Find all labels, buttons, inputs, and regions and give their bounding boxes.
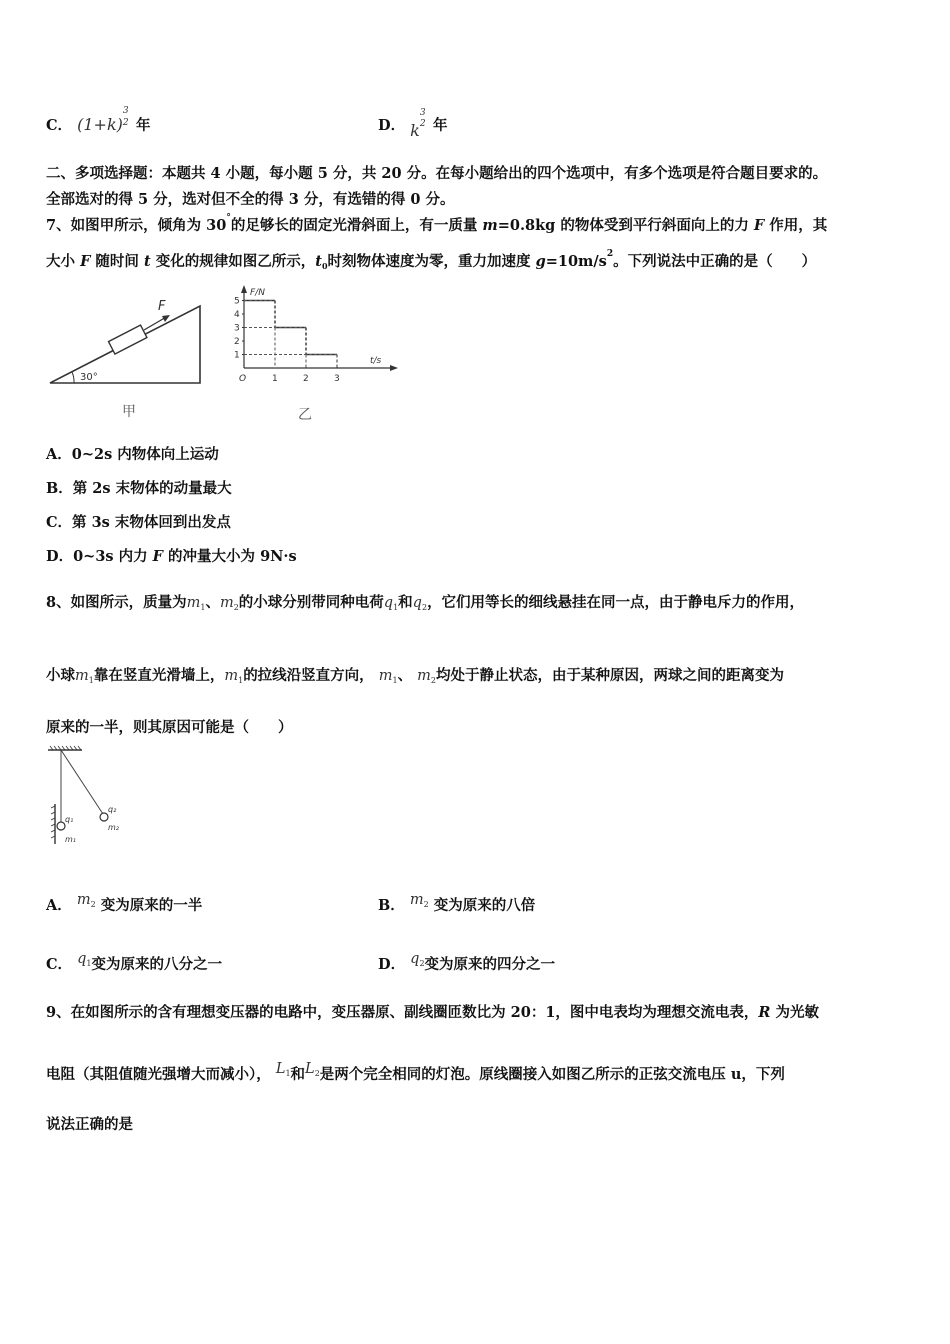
text: 随时间 xyxy=(90,253,144,270)
sym: q xyxy=(410,951,420,967)
math-expr xyxy=(410,108,433,140)
block-icon xyxy=(109,325,147,354)
label-m2: m₂ xyxy=(108,823,119,832)
q9-stem-line2 xyxy=(46,1063,785,1084)
q7-option-a: A．0~2s 内物体向上运动 xyxy=(46,446,219,463)
subscript: 1 xyxy=(393,603,399,612)
text: 的足够长的固定光滑斜面上，有一质量 xyxy=(230,217,483,234)
q7-option-c: C．第 3s 末物体回到出发点 xyxy=(46,514,231,531)
text: 小球 xyxy=(46,667,75,684)
expr-base: k xyxy=(410,121,420,140)
text: 和 xyxy=(398,594,413,611)
unit: 年 xyxy=(135,117,151,134)
x-axis-arrow-icon xyxy=(390,365,398,371)
sym: m xyxy=(75,668,89,684)
text: 的小球分别带同种电荷 xyxy=(238,594,384,611)
y-tick-label: 5 xyxy=(234,296,240,307)
option-label: C． xyxy=(46,956,73,973)
force-label: F xyxy=(158,299,166,314)
angle-label: 30° xyxy=(80,372,98,383)
ball-m1 xyxy=(57,822,65,830)
q9-stem-line1 xyxy=(46,1001,819,1022)
text: 、 xyxy=(205,594,220,611)
var-R: R xyxy=(758,1004,771,1021)
subscript: 1 xyxy=(285,1069,291,1078)
subscript: 2 xyxy=(314,1069,320,1078)
subscript: 2 xyxy=(90,900,96,909)
var-t: t xyxy=(143,253,151,270)
subscript: 2 xyxy=(233,603,239,612)
sym: m xyxy=(417,668,431,684)
q8-stem-line3: 原来的一半，则其原因可能是（ ） xyxy=(46,719,293,736)
var-q1 xyxy=(384,595,398,611)
exp-num: 3 xyxy=(419,108,426,118)
var-L2 xyxy=(305,1061,320,1077)
var-F: F xyxy=(80,253,91,270)
q6-option-d xyxy=(378,108,448,140)
text: 的拉线沿竖直方向， xyxy=(243,667,374,684)
q7-option-b: B．第 2s 末物体的动量最大 xyxy=(46,480,232,497)
chart-marks xyxy=(244,301,337,369)
label-q2: q₂ xyxy=(108,805,117,814)
exp-num: 3 xyxy=(122,106,129,116)
var-q2 xyxy=(410,951,424,967)
degree: ° xyxy=(226,213,231,223)
unit: 年 xyxy=(432,117,448,134)
q7-stem-line1 xyxy=(46,213,827,235)
var-m1 xyxy=(75,668,94,684)
text: 变化的规律如图乙所示， xyxy=(150,253,316,270)
text: =0.8kg 的物体受到平行斜面向上的力 xyxy=(497,217,754,234)
sym: m xyxy=(76,892,91,908)
q8-option-d xyxy=(378,953,555,974)
subscript: 0 xyxy=(321,261,328,271)
y-tick-label: 3 xyxy=(234,323,240,334)
option-text: 变为原来的一半 xyxy=(100,897,203,914)
text: 的冲量大小为 9N·s xyxy=(162,548,297,565)
text: 。下列说法中正确的是（ ） xyxy=(613,253,817,270)
var-m2 xyxy=(77,892,96,908)
text: 大小 xyxy=(46,253,81,270)
text: 7、如图甲所示，倾角为 30 xyxy=(46,217,227,234)
subscript: 2 xyxy=(423,900,429,909)
sym: m xyxy=(224,668,239,684)
text: 作用，其 xyxy=(764,217,828,234)
y-tick-label: 4 xyxy=(234,310,240,320)
exponent xyxy=(122,106,131,130)
option-text: 变为原来的八分之一 xyxy=(91,956,222,973)
chart-labels xyxy=(234,288,382,423)
text: 8、如图所示，质量为 xyxy=(46,594,187,611)
text: 电阻（其阻值随光强增大而减小）， xyxy=(46,1066,271,1083)
option-label: A． xyxy=(46,897,72,914)
subscript: 2 xyxy=(419,959,425,968)
subscript: 1 xyxy=(238,676,244,685)
text: 和 xyxy=(290,1066,306,1083)
x-tick-label: 1 xyxy=(272,374,278,384)
text: 靠在竖直光滑墙上， xyxy=(93,667,225,684)
sym: m xyxy=(186,595,201,611)
sym: q xyxy=(412,595,422,611)
figure-pendulum xyxy=(44,744,134,848)
sym: m xyxy=(219,595,234,611)
var-m1 xyxy=(379,668,398,684)
subscript: 2 xyxy=(430,676,436,685)
sym: L xyxy=(305,1061,315,1077)
text: 时刻物体速度为零，重力加速度 xyxy=(327,253,536,270)
y-tick-label: 2 xyxy=(234,337,240,347)
q7-option-d xyxy=(46,545,297,566)
var-F: F xyxy=(753,217,765,234)
var-q1 xyxy=(77,951,91,967)
var-F: F xyxy=(152,548,163,565)
var-m1 xyxy=(224,668,243,684)
x-axis-label: t/s xyxy=(370,356,382,366)
text: 是两个完全相同的灯泡。原线圈接入如图乙所示的正弦交流电压 u，下列 xyxy=(319,1066,785,1083)
option-label: B． xyxy=(378,897,405,914)
q8-stem-line1 xyxy=(46,591,804,612)
exp-den: 2 xyxy=(122,118,129,128)
var-L1 xyxy=(276,1061,291,1077)
sym: m xyxy=(409,892,424,908)
y-axis-arrow-icon xyxy=(241,285,247,293)
text: D．0~3s 内力 xyxy=(46,548,153,565)
sym: q xyxy=(77,951,87,967)
text: 为光敏 xyxy=(770,1004,820,1021)
var-m2 xyxy=(410,892,429,908)
subscript: 1 xyxy=(88,676,94,685)
caption-jia: 甲 xyxy=(122,404,136,420)
caption-yi: 乙 xyxy=(298,407,312,423)
label-m1: m₁ xyxy=(65,835,76,844)
option-label: D． xyxy=(378,117,406,134)
subscript: 1 xyxy=(200,603,206,612)
sym: m xyxy=(378,668,393,684)
var-m: m xyxy=(482,217,498,234)
string-angled xyxy=(61,750,103,814)
text: 、 xyxy=(397,667,413,684)
superscript: 2 xyxy=(606,249,614,259)
figure-force-time-chart xyxy=(226,283,406,425)
math-expr xyxy=(77,106,136,134)
angle-arc xyxy=(72,372,74,383)
var-m1 xyxy=(187,595,206,611)
q6-option-c xyxy=(46,106,151,135)
option-label: C． xyxy=(46,117,73,134)
q8-option-a xyxy=(46,894,202,915)
option-label: D． xyxy=(378,956,406,973)
option-text: 变为原来的八倍 xyxy=(433,897,536,914)
origin-label: O xyxy=(239,374,247,384)
q8-option-c xyxy=(46,953,222,974)
var-m2 xyxy=(417,668,436,684)
option-text: 变为原来的四分之一 xyxy=(424,956,556,973)
subscript: 1 xyxy=(86,959,92,968)
var-q2 xyxy=(413,595,427,611)
sym: L xyxy=(275,1061,286,1077)
sym: q xyxy=(383,595,394,611)
text: ，它们用等长的细线悬挂在同一点，由于静电斥力的作用， xyxy=(427,594,805,611)
var-g: g xyxy=(535,253,546,270)
q9-stem-line3: 说法正确的是 xyxy=(46,1116,133,1133)
ball-m2 xyxy=(100,813,108,821)
q8-stem-line2 xyxy=(46,664,784,685)
text: 均处于静止状态，由于某种原因，两球之间的距离变为 xyxy=(436,667,784,684)
section-heading-line1: 二、多项选择题：本题共 4 小题，每小题 5 分，共 20 分。在每小题给出的四个选项中，有多个选项是符合题目要求的。 xyxy=(46,165,828,182)
figure-incline xyxy=(44,288,214,428)
y-tick-label: 1 xyxy=(234,350,240,361)
x-tick-label: 2 xyxy=(303,374,309,384)
expr-base: (1+k) xyxy=(77,115,123,134)
y-axis-label: F/N xyxy=(250,288,265,298)
var-t0: t xyxy=(315,253,322,270)
var-m2 xyxy=(220,595,239,611)
label-q1: q₁ xyxy=(65,815,74,824)
text: 9、在如图所示的含有理想变压器的电路中，变压器原、副线圈匝数比为 20：1，图中电表均为理想交流电表， xyxy=(46,1004,759,1021)
subscript: 2 xyxy=(421,603,428,612)
text: =10m/s xyxy=(545,253,607,270)
exp-den: 2 xyxy=(419,119,426,129)
q7-stem-line2 xyxy=(46,249,816,271)
subscript: 1 xyxy=(392,676,398,685)
exponent xyxy=(419,108,428,136)
section-heading-line2: 全部选对的得 5 分，选对但不全的得 3 分，有选错的得 0 分。 xyxy=(46,191,455,208)
x-tick-label: 3 xyxy=(334,374,340,384)
q8-option-b xyxy=(378,894,535,915)
